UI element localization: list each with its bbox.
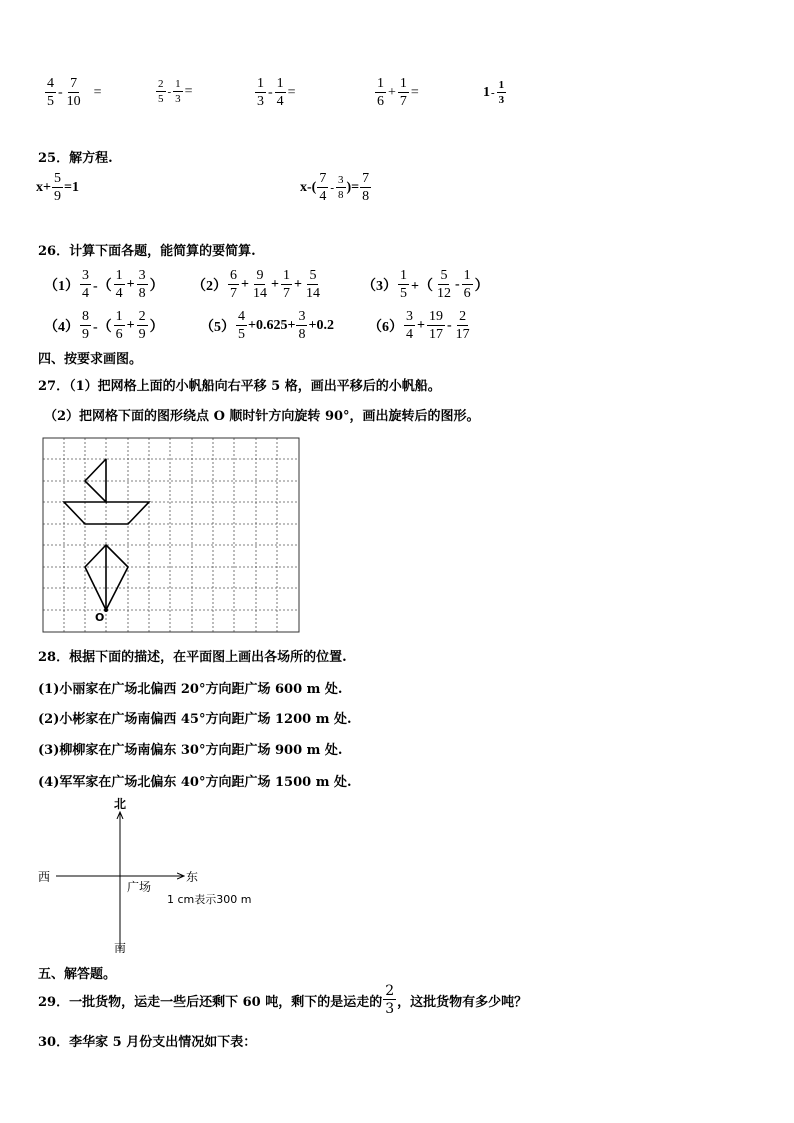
calc-expr-1: $\frac{4}{5}$ - $\frac{7}{10}$ =: [47, 76, 102, 109]
fraction: $\frac{4}{5}$: [47, 76, 54, 109]
fraction: $\frac{1}{3}$: [175, 78, 181, 105]
fraction: $\frac{1}{6}$: [115, 309, 123, 342]
point-o-label: O: [95, 611, 105, 624]
q26-problem-6: （6） $\frac{3}{4}$ + $\frac{19}{17}$ - $\frac{2}{17}$: [368, 309, 470, 342]
fraction: $\frac{3}{8}$: [338, 174, 344, 201]
square-label: 广场: [127, 880, 152, 894]
fraction: $\frac{3}{8}$: [138, 268, 146, 301]
fraction: $\frac{2}{9}$: [138, 309, 146, 342]
fraction: $\frac{4}{5}$: [238, 309, 245, 342]
fraction: $\frac{1}{4}$: [115, 268, 123, 301]
fraction: $\frac{5}{9}$: [53, 171, 61, 204]
fraction: $\frac{2}{3}$: [385, 983, 395, 1017]
q26-title: 26．计算下面各题，能简算的要简算.: [38, 244, 256, 259]
q28-item-3: (3)柳柳家在广场南偏东 30°方向距广场 900 m 处.: [38, 743, 343, 758]
section-heading-5: 五、解答题。: [38, 967, 117, 982]
south-label: 南: [114, 941, 127, 955]
q25-title: 25．解方程.: [38, 151, 113, 166]
east-label: 东: [186, 870, 199, 884]
calc-expr-4: $\frac{1}{6}$ + $\frac{1}{7}$ =: [377, 76, 419, 109]
fraction: $\frac{7}{8}$: [362, 171, 370, 204]
q25-equation-1: x+ $\frac{5}{9}$ =1: [36, 171, 79, 204]
fraction: $\frac{3}{8}$: [298, 309, 306, 342]
fraction: $\frac{5}{12}$: [436, 268, 451, 301]
q28-item-4: (4)军军家在广场北偏东 40°方向距广场 1500 m 处.: [38, 775, 352, 790]
q28-title: 28．根据下面的描述，在平面图上画出各场所的位置.: [38, 650, 347, 665]
fraction: $\frac{1}{6}$: [377, 76, 384, 109]
q27-line-2: （2）把网格下面的图形绕点 O 顺时针方向旋转 90°，画出旋转后的图形。: [44, 409, 480, 424]
fraction: $\frac{6}{7}$: [230, 268, 237, 301]
fraction: $\frac{1}{5}$: [400, 268, 407, 301]
fraction: $\frac{7}{10}$: [66, 76, 81, 109]
q26-problem-3: （3） $\frac{1}{5}$ +（ $\frac{5}{12}$ - $\frac{1}{6}$ ）: [362, 268, 489, 301]
west-label: 西: [38, 870, 51, 884]
fraction: $\frac{2}{17}$: [455, 309, 470, 342]
fraction: $\frac{3}{4}$: [82, 268, 89, 301]
north-label: 北: [114, 797, 127, 811]
fraction: $\frac{2}{5}$: [158, 78, 164, 105]
fraction: $\frac{7}{4}$: [319, 171, 327, 204]
q30: 30．李华家 5 月份支出情况如下表：: [38, 1035, 257, 1050]
fraction: $\frac{1}{4}$: [276, 76, 284, 109]
q26-problem-5: （5） $\frac{4}{5}$ +0.625+ $\frac{3}{8}$ +0.2: [200, 309, 334, 342]
fraction: $\frac{1}{3}$: [257, 76, 264, 109]
fraction: $\frac{9}{14}$: [252, 268, 267, 301]
q25-equation-2: x-( $\frac{7}{4}$ - $\frac{3}{8}$ )= $\frac{7}{8}$: [300, 171, 370, 204]
fraction: $\frac{8}{9}$: [82, 309, 89, 342]
q26-problem-1: （1） $\frac{3}{4}$ -（ $\frac{1}{4}$ + $\frac{3}{8}$ ）: [44, 268, 164, 301]
fraction: $\frac{19}{17}$: [428, 309, 443, 342]
calc-expr-2: $\frac{2}{5}$ - $\frac{1}{3}$ =: [158, 78, 193, 105]
q28-item-1: (1)小丽家在广场北偏西 20°方向距广场 600 m 处.: [38, 682, 343, 697]
fraction: $\frac{5}{14}$: [305, 268, 320, 301]
fraction: $\frac{1}{3}$: [498, 79, 505, 106]
q28-item-2: (2)小彬家在广场南偏西 45°方向距广场 1200 m 处.: [38, 712, 352, 727]
q26-problem-2: （2） $\frac{6}{7}$ + $\frac{9}{14}$ + $\frac{1}{7}$ + $\frac{5}{14}$: [192, 268, 320, 301]
calc-expr-5: 1 - $\frac{1}{3}$: [483, 79, 505, 106]
q26-problem-4: （4） $\frac{8}{9}$ -（ $\frac{1}{6}$ + $\frac{2}{9}$ ）: [44, 309, 164, 342]
q29: 29．一批货物，运走一些后还剩下 60 吨，剩下的是运走的 $\frac{2}{3}$ ，这批货物有多少吨？: [38, 983, 528, 1017]
fraction: $\frac{1}{7}$: [282, 268, 290, 301]
q27-line-1: 27．（1）把网格上面的小帆船向右平移 5 格，画出平移后的小帆船。: [38, 379, 441, 394]
section-heading-4: 四、按要求画图。: [38, 352, 143, 367]
fraction: $\frac{1}{7}$: [399, 76, 407, 109]
scale-label: 1 cm表示300 m: [167, 893, 252, 906]
calc-expr-3: $\frac{1}{3}$ - $\frac{1}{4}$ =: [257, 76, 296, 109]
fraction: $\frac{1}{6}$: [463, 268, 471, 301]
fraction: $\frac{3}{4}$: [406, 309, 413, 342]
